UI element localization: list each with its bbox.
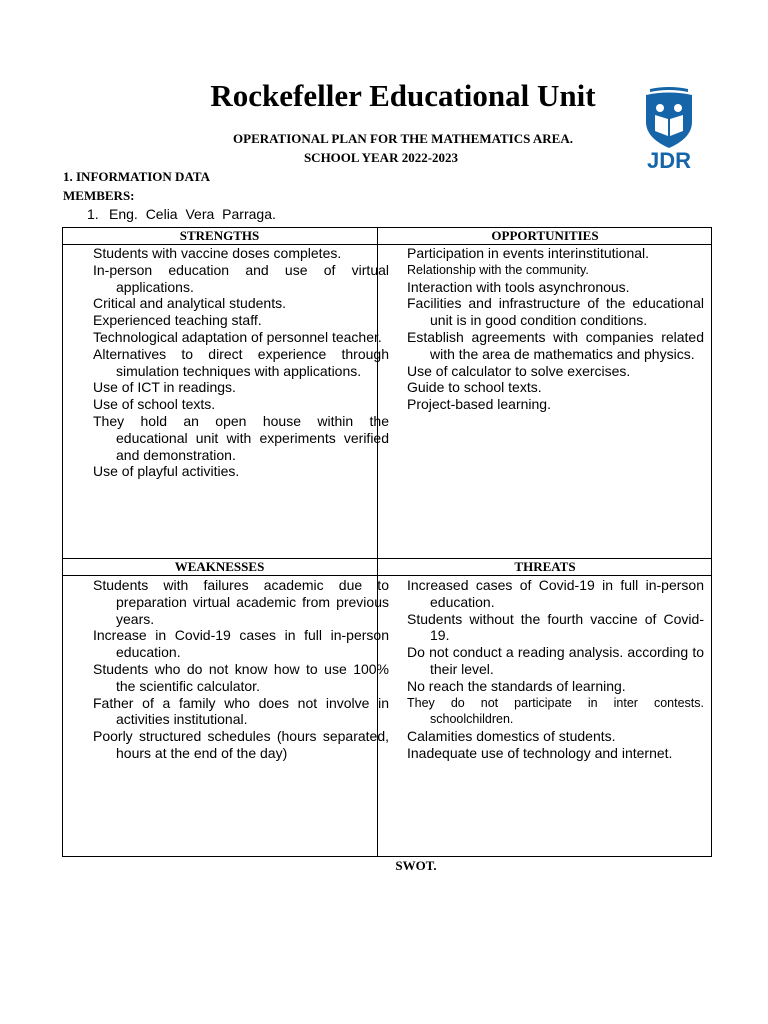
weaknesses-list <box>93 577 389 762</box>
list-item: Relationship with the community. <box>407 262 589 277</box>
threats-list <box>407 577 704 762</box>
list-item: No reach the standards of learning. <box>407 677 626 694</box>
list-item: They hold an open house within the educational unit with experiments verified and demonstration. <box>93 412 389 463</box>
list-item: Use of ICT in readings. <box>93 379 236 396</box>
list-item: Interaction with tools asynchronous. <box>407 278 630 295</box>
list-item: Use of school texts. <box>93 396 216 413</box>
list-item: Increased cases of Covid-19 in full in-person education. <box>407 577 704 610</box>
list-item: Students without the fourth vaccine of Covid-19. <box>407 610 704 644</box>
shield-book-icon <box>638 86 700 172</box>
list-item: Guide to school texts. <box>407 379 542 396</box>
list-item: Students with failures academic due to preparation virtual academic from previous years. <box>93 577 389 627</box>
logo-text: JDR <box>646 148 692 172</box>
member-name: Eng. Celia Vera Parraga. <box>109 206 276 222</box>
list-item: Critical and analytical students. <box>93 295 286 312</box>
list-item: Establish agreements with companies related with the area de mathematics and physics. <box>407 328 704 362</box>
list-item: They do not participate in inter contests. schoolchildren. <box>407 695 704 727</box>
list-item: Experienced teaching staff. <box>93 312 262 329</box>
table-divider <box>62 575 712 576</box>
list-item: Project-based learning. <box>407 396 551 413</box>
weaknesses-heading: WEAKNESSES <box>174 559 265 574</box>
section-label: 1. INFORMATION DATA <box>63 169 210 184</box>
list-item: Technological adaptation of personnel teacher. <box>93 328 382 345</box>
list-item: Use of playful activities. <box>93 463 240 480</box>
threats-heading: THREATS <box>514 559 576 574</box>
document-title: Rockefeller Educational Unit <box>210 78 596 113</box>
list-item: Alternatives to direct experience through simulation techniques with applications. <box>93 345 389 379</box>
school-year: SCHOOL YEAR 2022-2023 <box>303 150 459 165</box>
list-item: Father of a family who does not involve in activities institutional. <box>93 694 389 728</box>
opportunities-heading: OPPORTUNITIES <box>491 228 599 243</box>
list-item: Use of calculator to solve exercises. <box>407 362 631 379</box>
list-item: In-person education and use of virtual applications. <box>93 261 389 295</box>
list-item: Participation in events interinstitutional. <box>407 245 650 261</box>
list-item: Poorly structured schedules (hours separated, hours at the end of the day) <box>93 728 389 761</box>
members-label: MEMBERS: <box>63 188 135 203</box>
list-item: Facilities and infrastructure of the educational unit is in good condition conditions. <box>407 295 704 329</box>
strengths-heading: STRENGTHS <box>179 228 260 243</box>
member-number: 1. <box>87 206 99 222</box>
list-item: Increase in Covid-19 cases in full in-person education. <box>93 627 389 661</box>
plan-subtitle: OPERATIONAL PLAN FOR THE MATHEMATICS AREA. <box>233 131 573 146</box>
member-item <box>87 206 276 223</box>
strengths-list <box>93 245 389 480</box>
list-item: Students who do not know how to use 100% the scientific calculator. <box>93 660 389 694</box>
list-item: Students with vaccine doses completes. <box>93 245 342 261</box>
opportunities-list <box>407 245 704 413</box>
list-item: Inadequate use of technology and internet. <box>407 744 673 761</box>
table-caption: SWOT. <box>395 858 437 873</box>
list-item: Calamities domestics of students. <box>407 728 616 745</box>
list-item: Do not conduct a reading analysis. according to their level. <box>407 644 704 677</box>
